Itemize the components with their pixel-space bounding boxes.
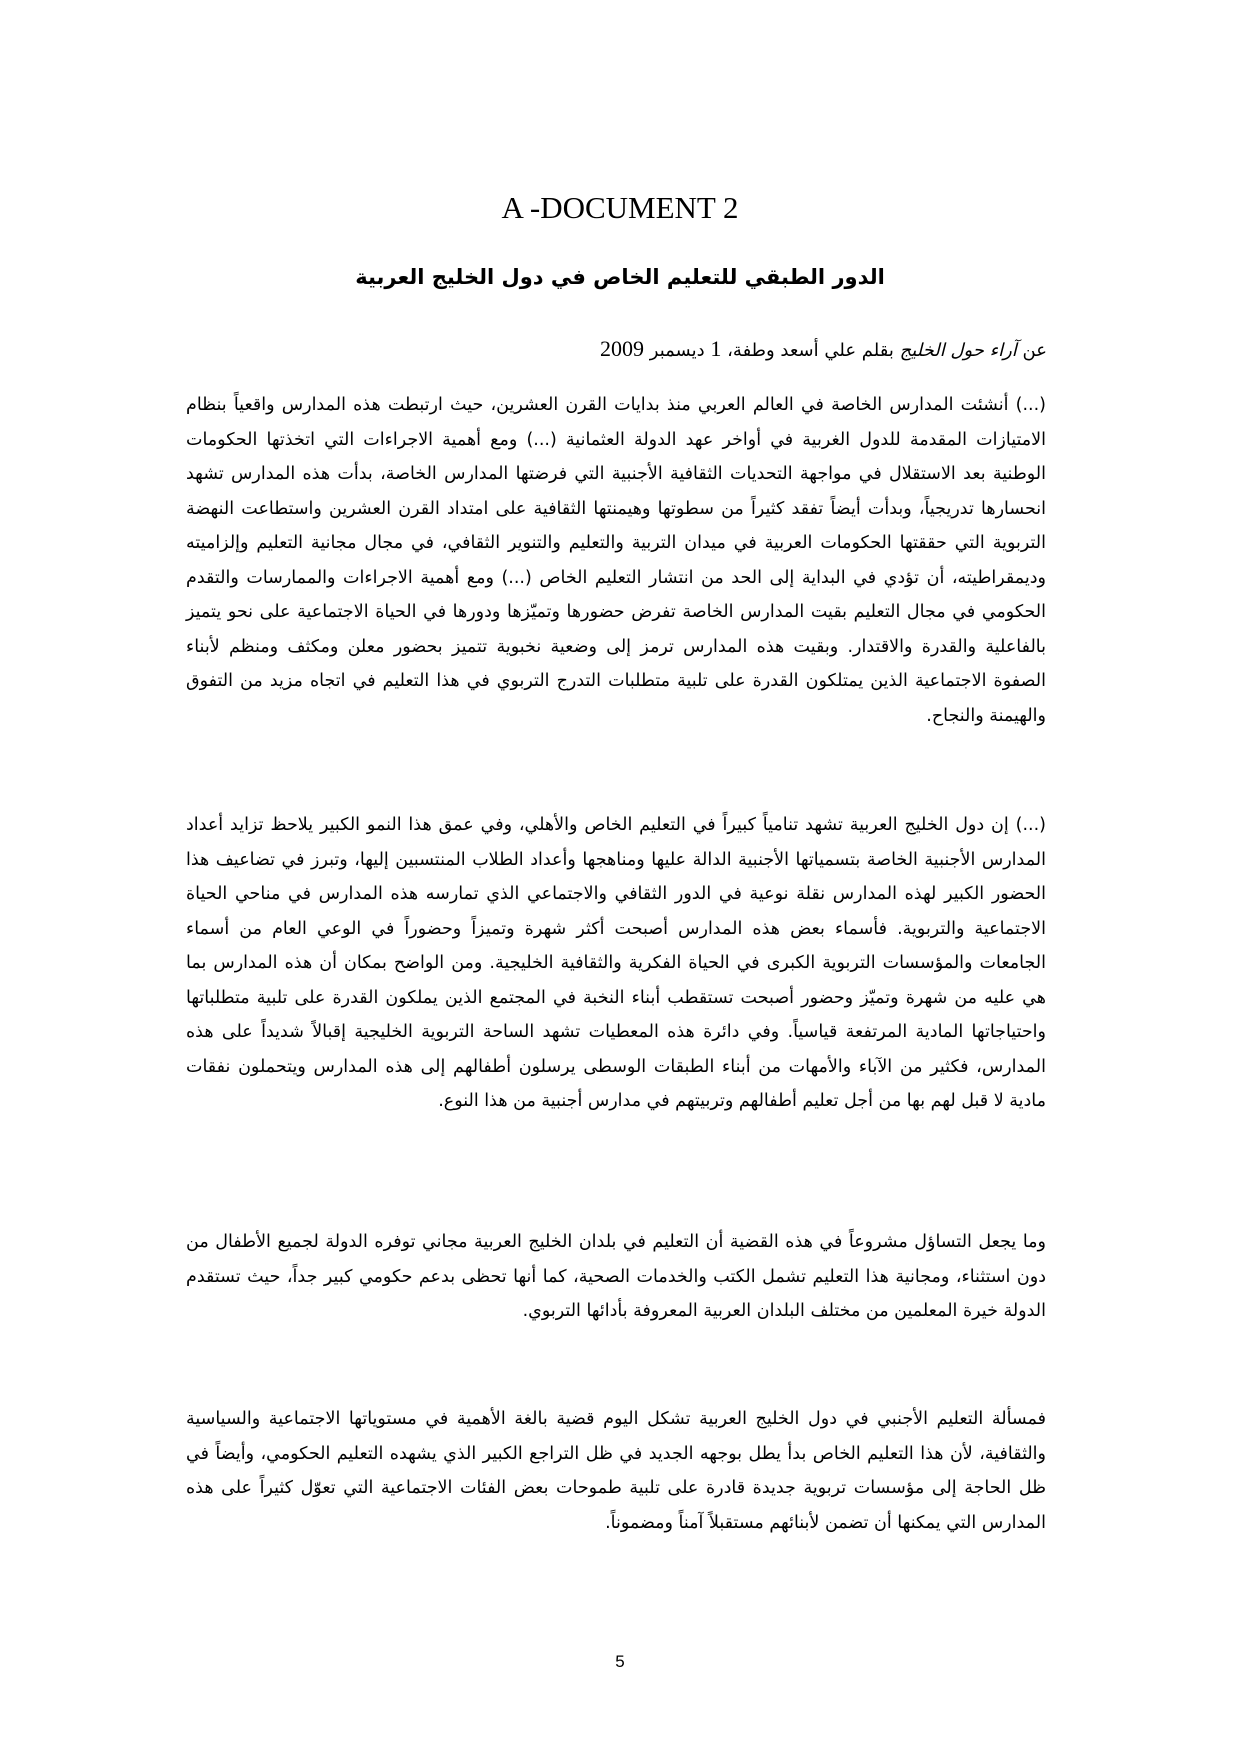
source-day: 1 (710, 336, 722, 361)
source-month: ديسمبر (649, 340, 705, 361)
paragraph-4: فمسألة التعليم الأجنبي في دول الخليج العربية تشكل اليوم قضية بالغة الأهمية في مستوياتها الاجتماعية والسياسية والثقافية، لأن هذا التعليم الخاص بدأ يطل بوجهه الجديد في ظل التراجع الكبير الذي يشهده التعليم الحكومي، وأيضاً في ظل الحاجة إلى مؤسسات تربوية جديدة قادرة على تلبية طموحات بعض الفئات الاجتماعية التي تعوّل كثيراً على هذه المدارس التي يمكنها أن تضمن لأبنائهم مستقبلاً آمناً ومضموناً. (186, 1409, 1046, 1533)
source-year: 2009 (600, 336, 645, 361)
source-prefix: عن (1022, 340, 1047, 361)
article-title: الدور الطبقي للتعليم الخاص في دول الخليج العربية (355, 265, 885, 289)
source-author: بقلم علي أسعد وطفة، (727, 340, 894, 361)
paragraph-1: (...) أنشئت المدارس الخاصة في العالم العربي منذ بدايات القرن العشرين، حيث ارتبطت هذه المدارس واقعياً بنظام الامتيازات المقدمة للدول الغربية في أواخر عهد الدولة العثمانية (...) ومع أهمية الاجراءات التي اتخذتها الحكومات الوطنية بعد الاستقلال في مواجهة التحديات الثقافية الأجنبية التي فرضتها المدارس الخاصة، بدأت هذه المدارس تشهد انحسارها تدريجياً، وبدأت أيضاً تفقد كثيراً من سطوتها وهيمنتها الثقافية على امتداد القرن العشرين واستطاعت النهضة التربوية التي حققتها الحكومات العربية في ميدان التربية والتعليم والتنوير الثقافي، في مجال مجانية التعليم وإلزاميته وديمقراطيته، أن تؤدي في البداية إلى الحد من انتشار التعليم الخاص (...) ومع أهمية الاجراءات والممارسات والتقدم الحكومي في مجال التعليم بقيت المدارس الخاصة تفرض حضورها وتميّزها ودورها في الحياة الاجتماعية على نحو يتميز بالفاعلية والقدرة والاقتدار. وبقيت هذه المدارس ترمز إلى وضعية نخبوية تتميز بحضور معلن ومكثف ومنظم لأبناء الصفوة الاجتماعية الذين يمتلكون القدرة على تلبية متطلبات التدرج التربوي في هذا التعليم في اتجاه مزيد من التفوق والهيمنة والنجاح. (186, 395, 1046, 726)
source-line (600, 336, 1047, 362)
page-number: 5 (615, 1652, 625, 1671)
paragraph-3: وما يجعل التساؤل مشروعاً في هذه القضية أن التعليم في بلدان الخليج العربية مجاني توفره الدولة لجميع الأطفال من دون استثناء، ومجانية هذا التعليم تشمل الكتب والخدمات الصحية، كما أنها تحظى بدعم حكومي كبير جداً، حيث تستقدم الدولة خيرة المعلمين من مختلف البلدان العربية المعروفة بأدائها التربوي. (186, 1232, 1046, 1321)
document-label: A -DOCUMENT 2 (501, 190, 739, 225)
source-publication: آراء حول الخليج (899, 340, 1017, 361)
paragraph-2: (...) إن دول الخليج العربية تشهد تنامياً كبيراً في التعليم الخاص والأهلي، وفي عمق هذا النمو الكبير يلاحظ تزايد أعداد المدارس الأجنبية الخاصة بتسمياتها الأجنبية الدالة عليها ومناهجها وأعداد الطلاب المنتسبين إليها، وتبرز في تضاعيف هذا الحضور الكبير لهذه المدارس نقلة نوعية في الدور الثقافي والاجتماعي الذي تمارسه هذه المدارس في مناحي الحياة الاجتماعية والتربوية. فأسماء بعض هذه المدارس أصبحت أكثر شهرة وتميزاً وحضوراً في الوعي العام من أسماء الجامعات والمؤسسات التربوية الكبرى في الحياة الفكرية والثقافية الخليجية. ومن الواضح بمكان أن هذه المدارس بما هي عليه من شهرة وتميّز وحضور أصبحت تستقطب أبناء النخبة في المجتمع الذين يملكون القدرة على تلبية متطلباتها واحتياجاتها المادية المرتفعة قياسياً. وفي دائرة هذه المعطيات تشهد الساحة التربوية الخليجية إقبالاً شديداً على هذه المدارس، فكثير من الآباء والأمهات من أبناء الطبقات الوسطى يرسلون أطفالهم إلى هذه المدارس ويتحملون نفقات مادية لا قبل لهم بها من أجل تعليم أطفالهم وتربيتهم في مدارس أجنبية من هذا النوع. (186, 815, 1046, 1111)
